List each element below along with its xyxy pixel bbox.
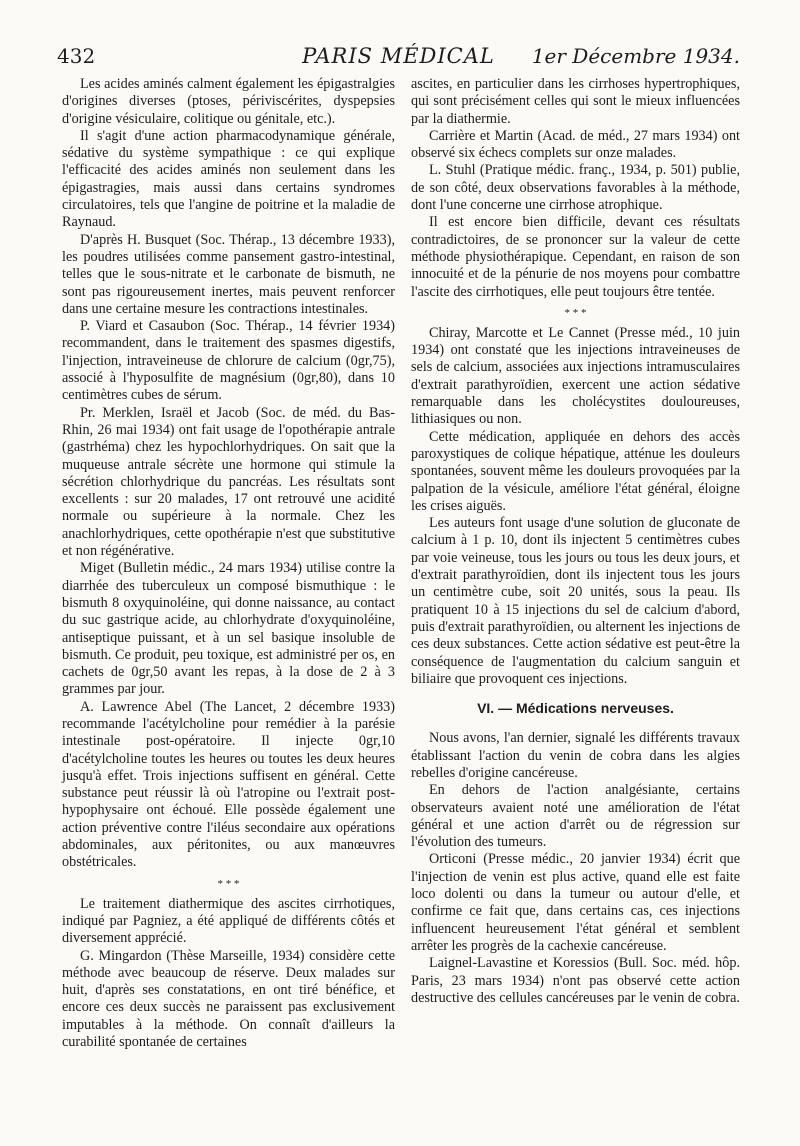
section-separator: * * * bbox=[217, 877, 240, 890]
paragraph: Il s'agit d'une action pharmacodynamique générale, sédative du système sympathique : ce qui explique l'efficacité des acides aminés non seulement dans les épigastragies, mais aussi dans certains syndromes circulatoires, tels que l'angine de poitrine et la maladie de Raynaud. bbox=[62, 127, 395, 231]
paragraph: En dehors de l'action analgésiante, certains observateurs avaient noté une amélioration de l'état général et une action d'arrêt ou de régression sur l'évolution des tumeurs. bbox=[411, 782, 740, 851]
right-column bbox=[411, 76, 740, 1007]
section-heading: VI. — Médications nerveuses. bbox=[477, 700, 674, 717]
paragraph: Les acides aminés calment également les épigastralgies d'origines diverses (ptoses, périviscérites, dyspepsies d'origine vésiculaire, colitique ou génitale, etc.). bbox=[62, 76, 395, 127]
section-separator: * * * bbox=[564, 306, 587, 319]
paragraph: Carrière et Martin (Acad. de méd., 27 mars 1934) ont observé six échecs complets sur onze malades. bbox=[411, 127, 740, 162]
issue-date: 1er Décembre 1934. bbox=[531, 44, 740, 68]
paragraph: Nous avons, l'an dernier, signalé les différents travaux établissant l'action du venin de cobra dans les algies rebelles d'origine cancéreuse. bbox=[411, 730, 740, 781]
paragraph: Orticoni (Presse médic., 20 janvier 1934) écrit que l'injection de venin est plus active, quand elle est faite loco dolenti ou dans la tumeur ou autour d'elle, et confirme ce fait que, dans certains cas, ces injections influencent heureusement l'état général et semblent arrêter les progrès de la cachexie cancéreuse. bbox=[411, 851, 740, 954]
paragraph: Miget (Bulletin médic., 24 mars 1934) utilise contre la diarrhée des tuberculeux un composé bismuthique : le bismuth 8 oxyquinoléine, qui donne naissance, au contact du suc gastrique acide, au chlorhydrate d'oxyquinoléine, antiseptique puissant, et à un sel basique insoluble de bismuth. Ce produit, peu toxique, est administré per os, en cachets de 0gr,50 avant les repas, à la dose de 2 à 3 grammes par jour. bbox=[62, 560, 395, 698]
paragraph: Il est encore bien difficile, devant ces résultats contradictoires, de se prononcer sur la valeur de cette méthode physiothérapique. Cependant, en raison de son innocuité et de la pénurie de nos moyens pour combattre l'ascite des cirrhotiques, elle peut toujours être tentée. bbox=[411, 214, 740, 300]
page-number: 432 bbox=[57, 44, 96, 68]
paragraph: A. Lawrence Abel (The Lancet, 2 décembre 1933) recommande l'acétylcholine pour remédier à la parésie intestinale post-opératoire. Il injecte 0gr,10 d'acétylcholine toutes les heures ou toutes les deux heures jusqu'à effet. Trois injections suffisent en général. Cette substance peut réussir là où l'atropine ou l'extrait post-hypophysaire ont échoué. Elle possède également une action préventive contre l'iléus secondaire aux opérations abdominales, aux péritonites, ou aux manœuvres obstétricales. bbox=[62, 698, 395, 871]
paragraph: D'après H. Busquet (Soc. Thérap., 13 décembre 1933), les poudres utilisées comme pansement gastro-intestinal, telles que le sous-nitrate et le carbonate de bismuth, ne sont pas rigoureusement inertes, mais peuvent renforcer dans une certaine mesure les contractions intestinales. bbox=[62, 231, 395, 317]
paragraph: Le traitement diathermique des ascites cirrhotiques, indiqué par Pagniez, a été appliqué de différents côtés et diversement apprécié. bbox=[62, 895, 395, 947]
page-header bbox=[57, 44, 740, 74]
paragraph: G. Mingardon (Thèse Marseille, 1934) considère cette méthode avec beaucoup de réserve. Deux malades sur huit, d'après ses constatations, en ont tiré bénéfice, et encore ces deux succès ne paraissent pas exclusivement imputables à la méthode. On connaît d'ailleurs la curabilité spontanée de certaines bbox=[62, 947, 395, 1051]
paragraph: Les auteurs font usage d'une solution de gluconate de calcium à 1 p. 10, dont ils injectent 5 centimètres cubes par voie veineuse, tous les jours ou tous les deux jours, et d'extrait parathyroïdien, dont ils injectent tous les jours un centimètre cube, soit 20 unités, sous la peau. Ils pratiquent 10 à 15 injections du sel de calcium d'abord, puis d'extrait parathyroïdien, ou alternent les injections de ces deux substances. Cette action sédative est peut-être la conséquence de l'augmentation du calcium sanguin et biliaire que provoquent ces injections. bbox=[411, 515, 740, 687]
paragraph: P. Viard et Casaubon (Soc. Thérap., 14 février 1934) recommandent, dans le traitement des spasmes digestifs, l'injection, intraveineuse de chlorure de calcium (0gr,75), associé à l'hyposulfite de magnésium (0gr,80), dans 10 centimètres cubes de sérum. bbox=[62, 318, 395, 404]
paragraph: Pr. Merklen, Israël et Jacob (Soc. de méd. du Bas-Rhin, 26 mai 1934) ont fait usage de l'opothérapie antrale (gastrhéma) chez les hypochlorhydriques. On sait que la muqueuse antrale sécrète une hormone qui stimule la sécrétion chlorhydrique du pancréas. Les résultats sont excellents : sur 20 malades, 17 ont retrouvé une acidité normale ou supérieure à la normale. Chez les anachlorhydriques, cette opothérapie n'est que substitutive et non régénérative. bbox=[62, 404, 395, 560]
paragraph: Cette médication, appliquée en dehors des accès paroxystiques de colique hépatique, atténue les douleurs spontanées, souvent même les douleurs provoquées par la palpation de la vésicule, améliore l'état général, éloigne les crises aiguës. bbox=[411, 428, 740, 514]
paragraph: Laignel-Lavastine et Koressios (Bull. Soc. méd. hôp. Paris, 23 mars 1934) n'ont pas observé cette action destructive des cellules cancéreuses par le venin de cobra. bbox=[411, 955, 740, 1006]
left-column bbox=[62, 76, 395, 1051]
paragraph: Chiray, Marcotte et Le Cannet (Presse méd., 10 juin 1934) ont constaté que les injections intraveineuses de sels de calcium, associées aux injections intramusculaires d'extrait parathyroïdien, exercent une action sédative remarquable dans les cholécystites douloureuses, lithiasiques ou non. bbox=[411, 324, 740, 428]
running-title: PARIS MÉDICAL bbox=[302, 44, 495, 68]
paragraph: ascites, en particulier dans les cirrhoses hypertrophiques, qui sont précisément celles qui sont le mieux influencées par la diathermie. bbox=[411, 76, 740, 127]
paragraph: L. Stuhl (Pratique médic. franç., 1934, p. 501) publie, de son côté, deux observations favorables à la méthode, dont l'une concerne une cirrhose atrophique. bbox=[411, 162, 740, 214]
